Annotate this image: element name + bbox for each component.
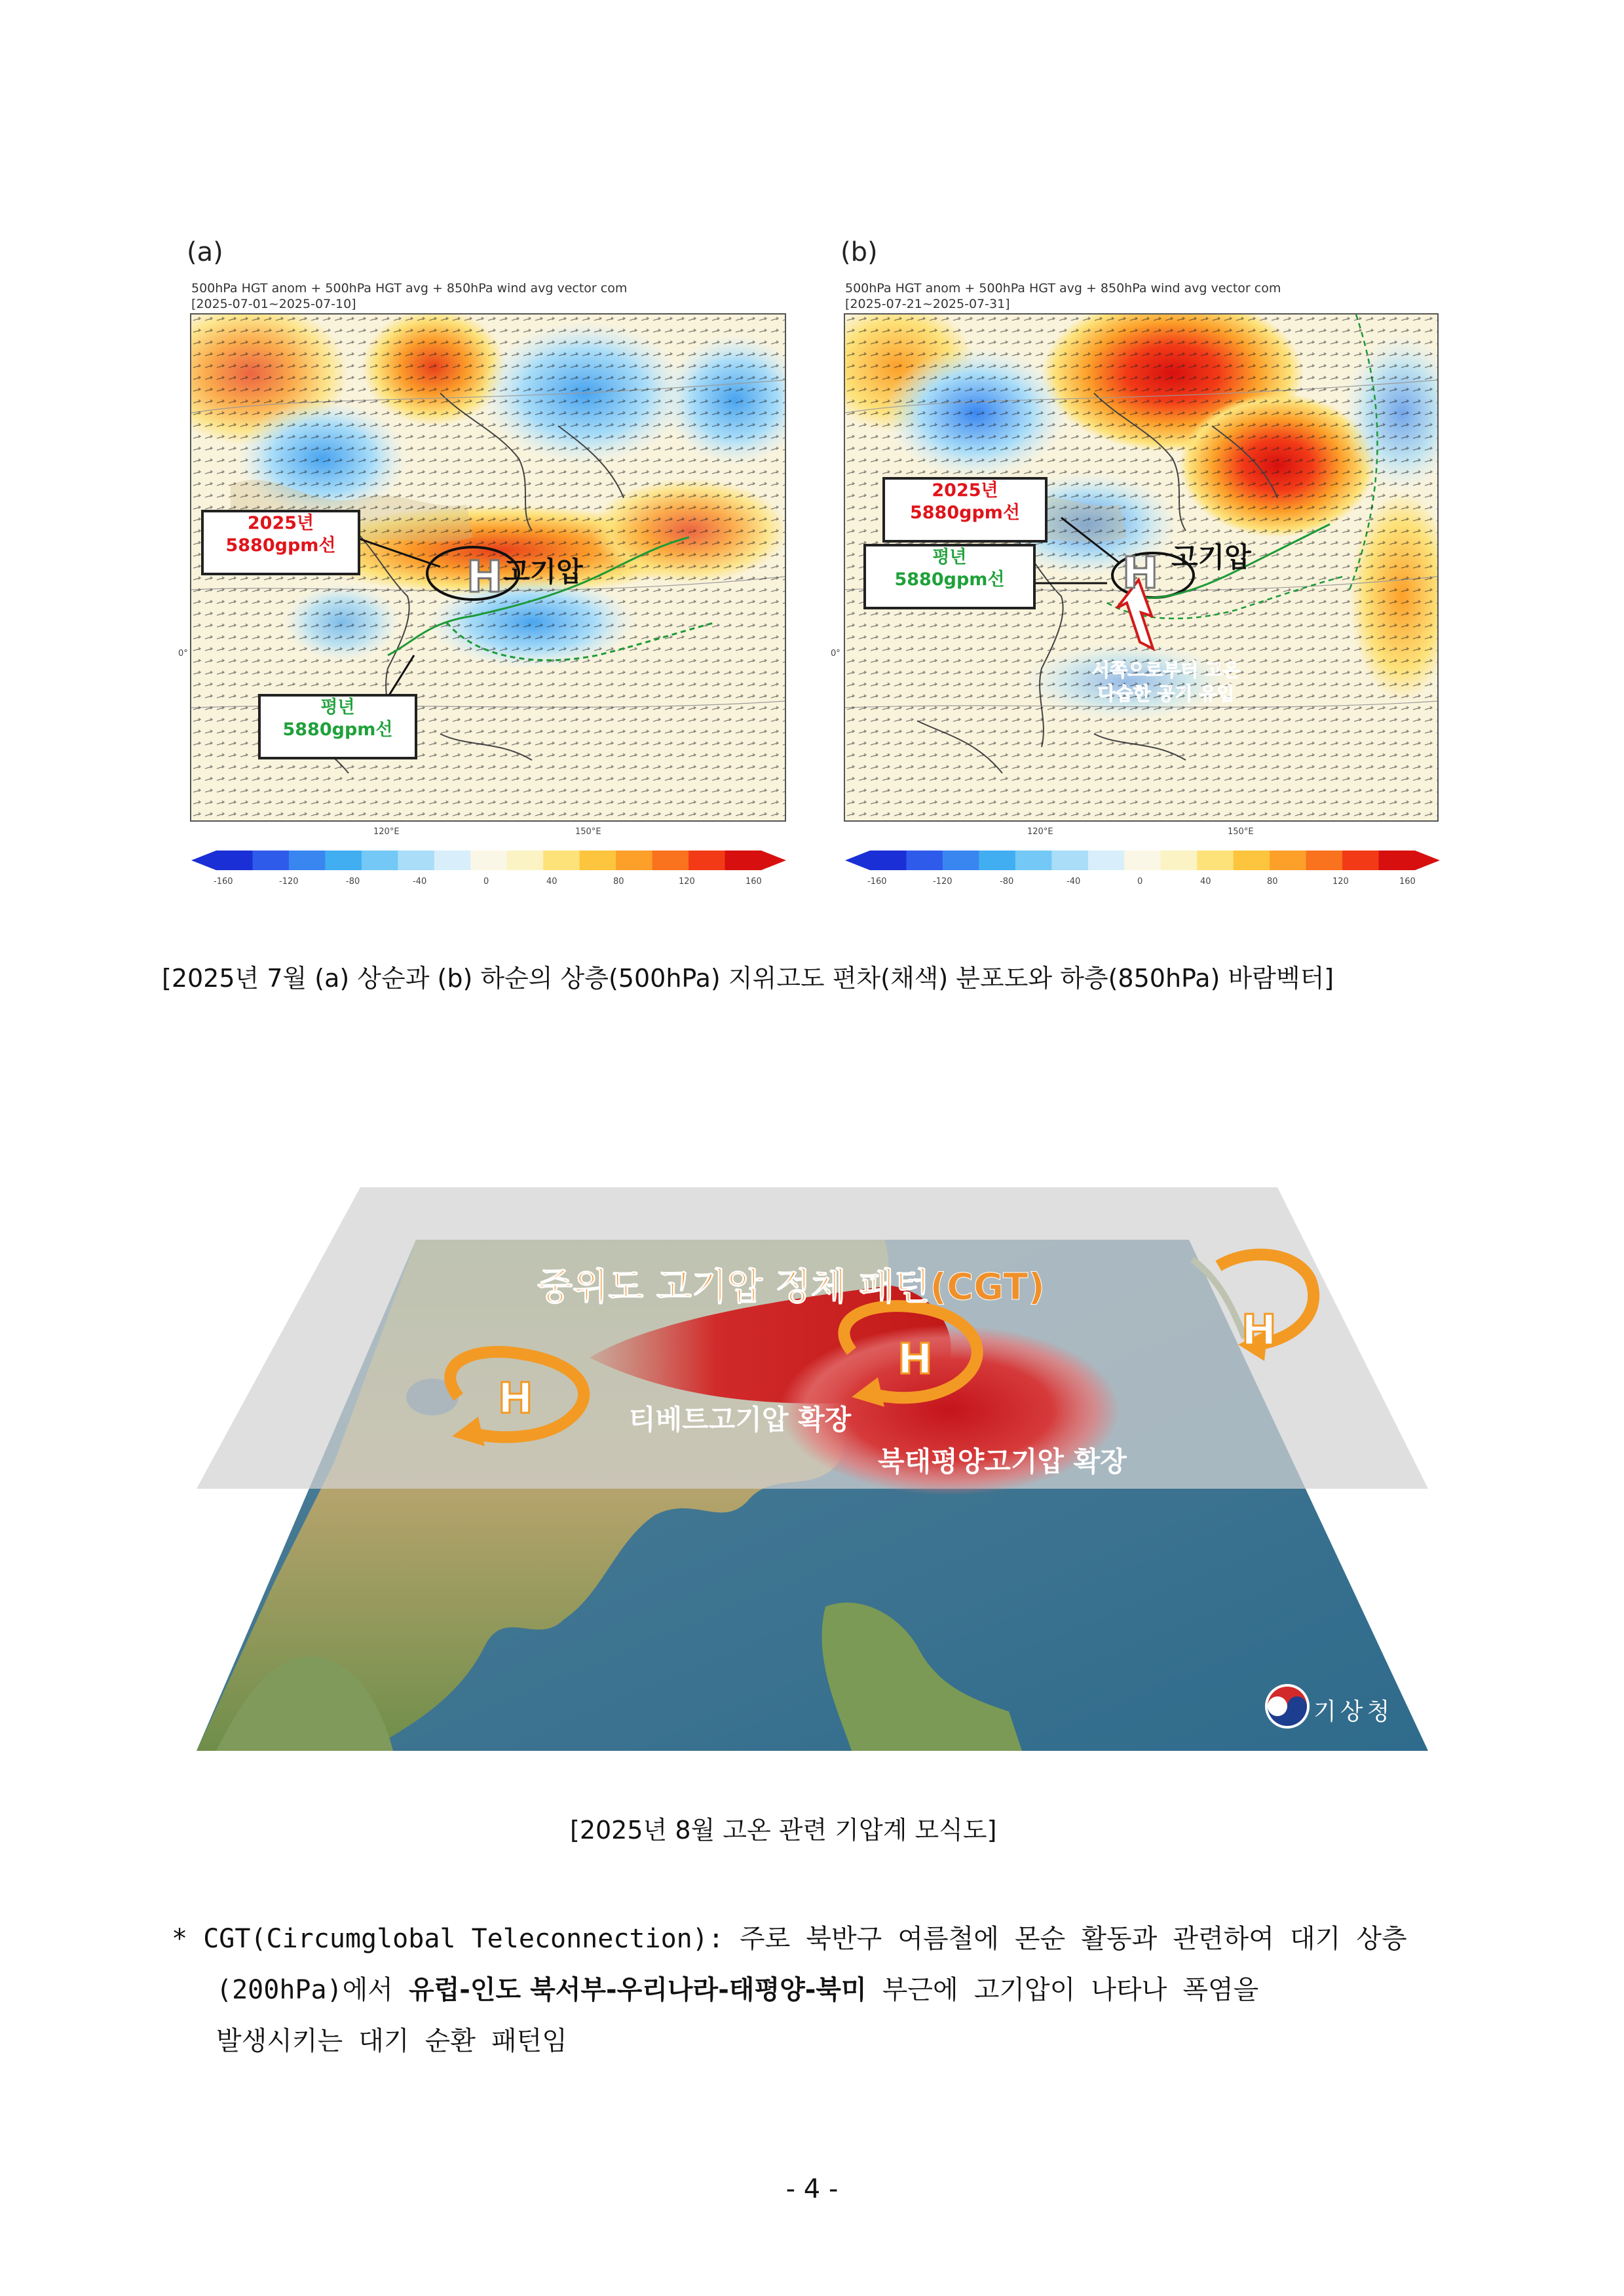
tibet-high-label: 티베트고기압 확장	[629, 1404, 852, 1436]
panel-b-high-label: 고기압	[1171, 541, 1251, 573]
footnote-line-2-pre: (200hPa)에서	[216, 1975, 409, 2005]
panel-b-callout-normal-gpm: 5880gpm선	[894, 569, 1005, 590]
colorbar-max-arrow	[761, 851, 786, 870]
colorbar-cell	[507, 851, 544, 870]
colorbar-cell	[543, 851, 580, 870]
panel-a-tick: 160	[746, 877, 762, 887]
colorbar-cell	[398, 851, 434, 870]
schematic-high-korea: H	[897, 1335, 933, 1384]
colorbar-cell	[580, 851, 616, 870]
panel-b-tick: -80	[1000, 877, 1014, 887]
panel-a-callout-2025-gpm: 5880gpm선	[225, 535, 336, 556]
colorbar-cell	[1234, 851, 1270, 870]
pacific-high-label: 북태평양고기압 확장	[878, 1445, 1127, 1478]
panel-a-lon-120: 120°E	[373, 827, 400, 837]
footnote-highlight-regions: 유럽-인도 북서부-우리나라-태평양-북미	[409, 1975, 867, 2005]
panel-a-callout-normal-gpm: 5880gpm선	[282, 719, 393, 740]
colorbar-cell	[1306, 851, 1343, 870]
panel-b-tick: -40	[1067, 877, 1081, 887]
colorbar-cell	[252, 851, 289, 870]
panel-b-colorbar-ticks	[844, 877, 1441, 890]
panel-b-inflow-note	[1074, 659, 1258, 706]
colorbar-cell	[1161, 851, 1198, 870]
colorbar-cell	[689, 851, 725, 870]
colorbar-cell	[1088, 851, 1125, 870]
panel-b-tick: -120	[933, 877, 953, 887]
panel-a-callout-2025-year: 2025년	[247, 513, 314, 533]
figure-caption-1: [2025년 7월 (a) 상순과 (b) 하순의 상층(500hPa) 지위고도 편차(채색) 분포도와 하층(850hPa) 바람벡터]	[162, 964, 1334, 993]
panel-b-lon-150: 150°E	[1228, 827, 1254, 837]
colorbar-cell	[943, 851, 979, 870]
panel-b-tick: 120	[1332, 877, 1349, 887]
colorbar-cell	[1197, 851, 1234, 870]
colorbar-cell	[1379, 851, 1416, 870]
schematic-high-europe: H	[498, 1375, 533, 1423]
panel-a-callout-normal-label: 평년	[320, 697, 355, 718]
footnote-line-1	[172, 1913, 1475, 1964]
panel-a-tick: -160	[214, 877, 233, 887]
footnote-line-3: 발생시키는 대기 순환 패턴임	[216, 2026, 567, 2056]
panel-b-inflow-note-line2: 다습한 공기 유입	[1097, 683, 1235, 704]
panel-b-date-range: [2025-07-21~2025-07-31]	[845, 297, 1010, 311]
panel-a-high-symbol: H	[466, 552, 503, 602]
colorbar-cell	[1124, 851, 1161, 870]
colorbar-cell	[289, 851, 326, 870]
panel-b-tick: 160	[1399, 877, 1416, 887]
colorbar-cell	[362, 851, 398, 870]
panel-b-tick: 0	[1137, 877, 1143, 887]
panel-a-callout-normal-line	[258, 694, 417, 759]
colorbar-cell	[216, 851, 253, 870]
colorbar-cell	[1015, 851, 1052, 870]
panel-a-tick: -40	[413, 877, 427, 887]
colorbar-cell	[725, 851, 762, 870]
panel-a-colorbar	[190, 845, 787, 877]
colorbar-cell	[979, 851, 1015, 870]
panel-b-title-line1: 500hPa HGT anom + 500hPa HGT avg + 850hPa wind avg vector com	[845, 281, 1281, 296]
panel-b-high-symbol: H	[1122, 548, 1159, 598]
panel-a-tick: 80	[613, 877, 624, 887]
kma-logo-text: 기상청	[1313, 1698, 1394, 1725]
panel-b-lon-120: 120°E	[1027, 827, 1053, 837]
schematic-title: 중위도 고기압 정체 패턴(CGT)	[537, 1266, 1045, 1309]
panel-a-title-line1: 500hPa HGT anom + 500hPa HGT avg + 850hPa wind avg vector com	[191, 281, 628, 296]
colorbar-cell	[1270, 851, 1306, 870]
colorbar-cell	[906, 851, 943, 870]
colorbar-cell	[616, 851, 652, 870]
panel-a-colorbar-cells	[191, 851, 786, 870]
colorbar-cell	[870, 851, 907, 870]
schematic-figure	[197, 1187, 1428, 1751]
panel-b-tick: -160	[867, 877, 887, 887]
colorbar-cell	[1342, 851, 1379, 870]
panel-a-lon-150: 150°E	[575, 827, 601, 837]
panel-a-date-range: [2025-07-01~2025-07-10]	[191, 297, 356, 311]
panel-a-tick: -80	[346, 877, 360, 887]
panel-b-label: (b)	[840, 237, 878, 267]
panel-a-tick: 40	[546, 877, 557, 887]
panel-b-tick: 80	[1267, 877, 1278, 887]
panel-b-callout-normal-label: 평년	[932, 547, 967, 567]
colorbar-cell	[1051, 851, 1088, 870]
panel-b-callout-2025-gpm: 5880gpm선	[909, 503, 1021, 523]
footnote-line-1-text: CGT(Circumglobal Teleconnection): 주로 북반구 여름철에 몬순 활동과 관련하여 대기 상층	[203, 1924, 1407, 1954]
colorbar-min-arrow	[191, 851, 216, 870]
panel-a-label: (a)	[187, 237, 223, 267]
footnote-line-2-post: 부근에 고기압이 나타나 폭염을	[866, 1975, 1259, 2005]
panel-b-colorbar-cells	[845, 851, 1440, 870]
colorbar-cell	[325, 851, 362, 870]
panel-a-tick: -120	[279, 877, 299, 887]
panel-a-lat-0: 0°	[178, 649, 188, 659]
panel-b-tick: 40	[1200, 877, 1211, 887]
colorbar-cell	[652, 851, 689, 870]
panel-b-lat-0: 0°	[831, 649, 840, 659]
panel-b-inflow-note-line1: 서쪽으로부터 고온	[1091, 659, 1241, 681]
page-number: - 4 -	[785, 2174, 839, 2204]
panel-a-tick: 120	[679, 877, 695, 887]
panel-b-callout-2025-line	[882, 477, 1048, 543]
panel-a-callout-2025-line	[201, 510, 360, 575]
panel-b-title	[845, 280, 1281, 312]
panel-a-colorbar-ticks	[190, 877, 787, 890]
panel-b-colorbar	[844, 845, 1441, 877]
colorbar-max-arrow	[1415, 851, 1440, 870]
panel-b-callout-2025-year: 2025년	[932, 480, 998, 501]
panel-a-tick: 0	[483, 877, 489, 887]
panel-a-high-label: 고기압	[503, 556, 583, 588]
colorbar-cell	[470, 851, 507, 870]
footnote-bullet: *	[172, 1924, 188, 1954]
footnote-line-2	[172, 1964, 1475, 2016]
panel-b-callout-normal-line	[863, 544, 1036, 609]
colorbar-min-arrow	[845, 851, 870, 870]
schematic-high-north-america: H	[1241, 1307, 1277, 1355]
colorbar-cell	[434, 851, 471, 870]
figure-caption-2: [2025년 8월 고온 관련 기압계 모식도]	[570, 1816, 997, 1845]
panel-a-title	[191, 280, 627, 312]
cgt-footnote	[172, 1913, 1475, 2067]
